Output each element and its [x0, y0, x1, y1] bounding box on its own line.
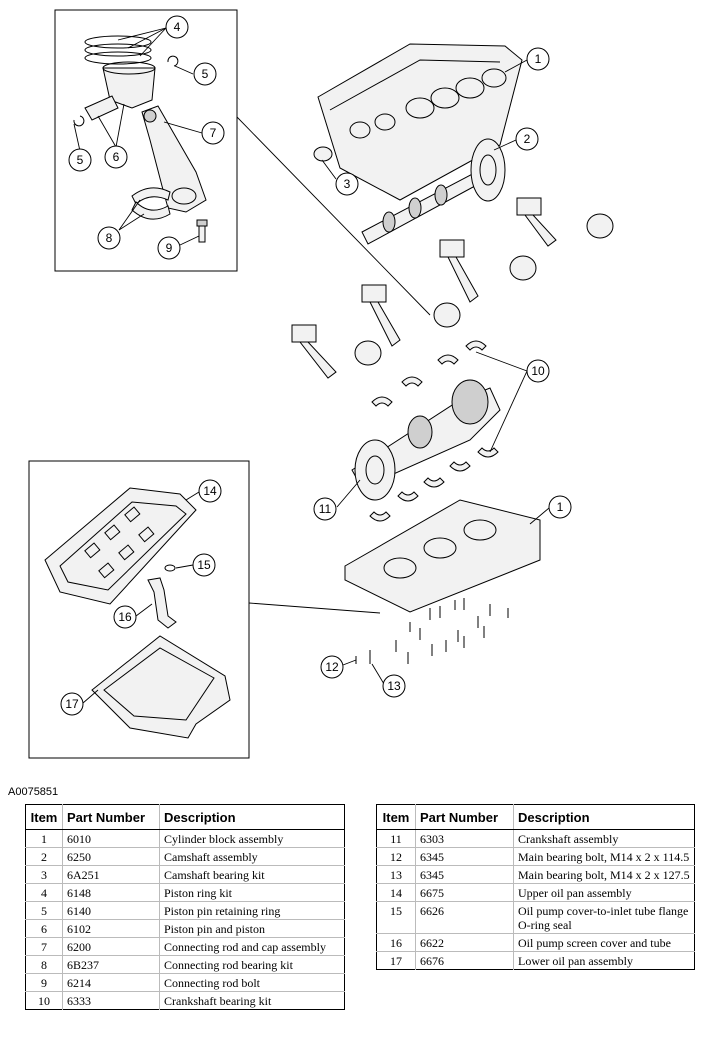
svg-text:12: 12 — [325, 660, 339, 674]
callout-9 — [158, 237, 180, 259]
parts-table-right — [376, 804, 695, 970]
retaining-ring-left-drawing — [74, 116, 84, 126]
header-item: Item — [26, 805, 63, 830]
callout-5-lower — [69, 149, 91, 171]
cell-description: Upper oil pan assembly — [514, 884, 695, 902]
cell-part-number: 6102 — [63, 920, 160, 938]
cell-item: 15 — [377, 902, 416, 934]
cell-item: 13 — [377, 866, 416, 884]
callout-11 — [314, 498, 336, 520]
table-row — [26, 992, 345, 1010]
cell-description: Piston pin and piston — [160, 920, 345, 938]
camshaft-bearing-drawing — [314, 147, 332, 161]
svg-text:14: 14 — [203, 484, 217, 498]
header-description: Description — [514, 805, 695, 830]
cell-item: 1 — [26, 830, 63, 848]
cell-description: Oil pump cover-to-inlet tube flange O-ring seal — [514, 902, 695, 934]
callout-17 — [61, 693, 83, 715]
svg-text:5: 5 — [201, 67, 209, 81]
rod-bolt-drawing — [197, 220, 207, 242]
svg-text:1: 1 — [556, 500, 564, 514]
cell-description: Cylinder block assembly — [164, 832, 284, 846]
cell-description: Camshaft bearing kit — [160, 866, 345, 884]
table-row — [26, 866, 345, 884]
cell-part-number: 6345 — [416, 848, 514, 866]
parts-table-left — [25, 804, 345, 1010]
svg-text:13: 13 — [387, 679, 401, 693]
cell-description: Crankshaft assembly — [518, 832, 619, 846]
svg-text:7: 7 — [209, 126, 217, 140]
cell-part-number: 6345 — [416, 866, 514, 884]
callout-12 — [321, 656, 343, 678]
callout-8 — [98, 227, 120, 249]
svg-text:5: 5 — [76, 153, 84, 167]
svg-text:4: 4 — [173, 20, 181, 34]
callout-6 — [105, 146, 127, 168]
callout-10 — [527, 360, 549, 382]
oil-pump-screen-tube-drawing — [148, 578, 176, 628]
cell-part-number: 6200 — [63, 938, 160, 956]
cell-item: 4 — [26, 884, 63, 902]
table-row — [377, 952, 695, 970]
table-row — [377, 830, 695, 848]
cell-item: 6 — [26, 920, 63, 938]
callout-16 — [114, 606, 136, 628]
cell-part-number: 6140 — [63, 902, 160, 920]
header-description: Description — [160, 805, 345, 830]
svg-text:8: 8 — [105, 231, 113, 245]
piston-pin-drawing — [85, 96, 118, 120]
cell-item: 9 — [26, 974, 63, 992]
callout-13 — [383, 675, 405, 697]
table-row — [377, 848, 695, 866]
cell-description: Connecting rod and cap assembly — [160, 938, 345, 956]
svg-text:1: 1 — [534, 52, 542, 66]
cell-part-number: 6148 — [63, 884, 160, 902]
cell-item: 8 — [26, 956, 63, 974]
header-item: Item — [377, 805, 416, 830]
cell-part-number: 6250 — [63, 848, 160, 866]
cell-item: 17 — [377, 952, 416, 970]
svg-text:3: 3 — [343, 177, 351, 191]
table-row — [377, 866, 695, 884]
piston-rings-drawing — [85, 36, 151, 64]
table-row — [26, 830, 345, 848]
table-row — [26, 956, 345, 974]
table-row — [377, 934, 695, 952]
cell-description: Connecting rod bearing kit — [160, 956, 345, 974]
cell-description: Crankshaft bearing kit — [160, 992, 345, 1010]
svg-text:16: 16 — [118, 610, 132, 624]
table-header-row — [377, 805, 695, 830]
cell-description: Camshaft assembly — [160, 848, 345, 866]
cell-description: Main bearing bolt, M14 x 2 x 127.5 — [514, 866, 695, 884]
callout-1-upper — [527, 48, 549, 70]
table-row — [26, 974, 345, 992]
cell-item: 12 — [377, 848, 416, 866]
callout-7 — [202, 122, 224, 144]
piston-rod-assemblies-drawing — [292, 198, 613, 378]
cell-description: Connecting rod bolt — [160, 974, 345, 992]
table-row — [377, 902, 695, 934]
cell-part-number: 6303 — [416, 830, 514, 848]
cell-item: 7 — [26, 938, 63, 956]
cell-item: 11 — [377, 830, 416, 848]
callout-14 — [199, 480, 221, 502]
callout-2 — [516, 128, 538, 150]
cell-part-number: 6676 — [416, 952, 514, 970]
callout-1-lower — [549, 496, 571, 518]
callout-4 — [166, 16, 188, 38]
cell-item: 2 — [26, 848, 63, 866]
table-row — [26, 848, 345, 866]
table-row — [377, 884, 695, 902]
cell-item: 5 — [26, 902, 63, 920]
callout-5-upper — [194, 63, 216, 85]
cell-part-number: 6626 — [416, 902, 514, 934]
table-row — [26, 902, 345, 920]
table-header-row — [26, 805, 345, 830]
lower-oil-pan-drawing — [92, 636, 230, 738]
header-part-number: Part Number — [63, 805, 160, 830]
cell-item: 3 — [26, 866, 63, 884]
o-ring-seal-drawing — [165, 565, 175, 571]
header-part-number: Part Number — [416, 805, 514, 830]
table-row — [26, 884, 345, 902]
cell-part-number: 6B237 — [63, 956, 160, 974]
cell-part-number: 6622 — [416, 934, 514, 952]
cell-part-number: 6675 — [416, 884, 514, 902]
cell-part-number: 6A251 — [63, 866, 160, 884]
main-bearing-bolts-drawing — [356, 598, 508, 664]
svg-text:2: 2 — [523, 132, 531, 146]
svg-text:10: 10 — [531, 364, 545, 378]
cell-item: 16 — [377, 934, 416, 952]
upper-oil-pan-drawing — [45, 488, 196, 604]
cell-description: Oil pump screen cover and tube — [514, 934, 695, 952]
cell-description: Piston ring kit — [160, 884, 345, 902]
cell-part-number: 6010 — [63, 830, 160, 848]
svg-text:17: 17 — [65, 697, 79, 711]
table-row — [26, 920, 345, 938]
cell-description: Main bearing bolt, M14 x 2 x 114.5 — [514, 848, 695, 866]
cell-description: Piston pin retaining ring — [160, 902, 345, 920]
cell-item: 10 — [26, 992, 63, 1010]
svg-text:6: 6 — [112, 150, 120, 164]
svg-text:11: 11 — [318, 502, 332, 516]
cell-description: Lower oil pan assembly — [514, 952, 695, 970]
callout-15 — [193, 554, 215, 576]
cell-part-number: 6333 — [63, 992, 160, 1010]
retaining-ring-right-drawing — [168, 56, 178, 66]
table-row — [26, 938, 345, 956]
svg-text:15: 15 — [197, 558, 211, 572]
svg-text:9: 9 — [165, 241, 173, 255]
cell-part-number: 6214 — [63, 974, 160, 992]
callout-3 — [336, 173, 358, 195]
cell-item: 14 — [377, 884, 416, 902]
figure-id: A0075851 — [8, 786, 59, 798]
